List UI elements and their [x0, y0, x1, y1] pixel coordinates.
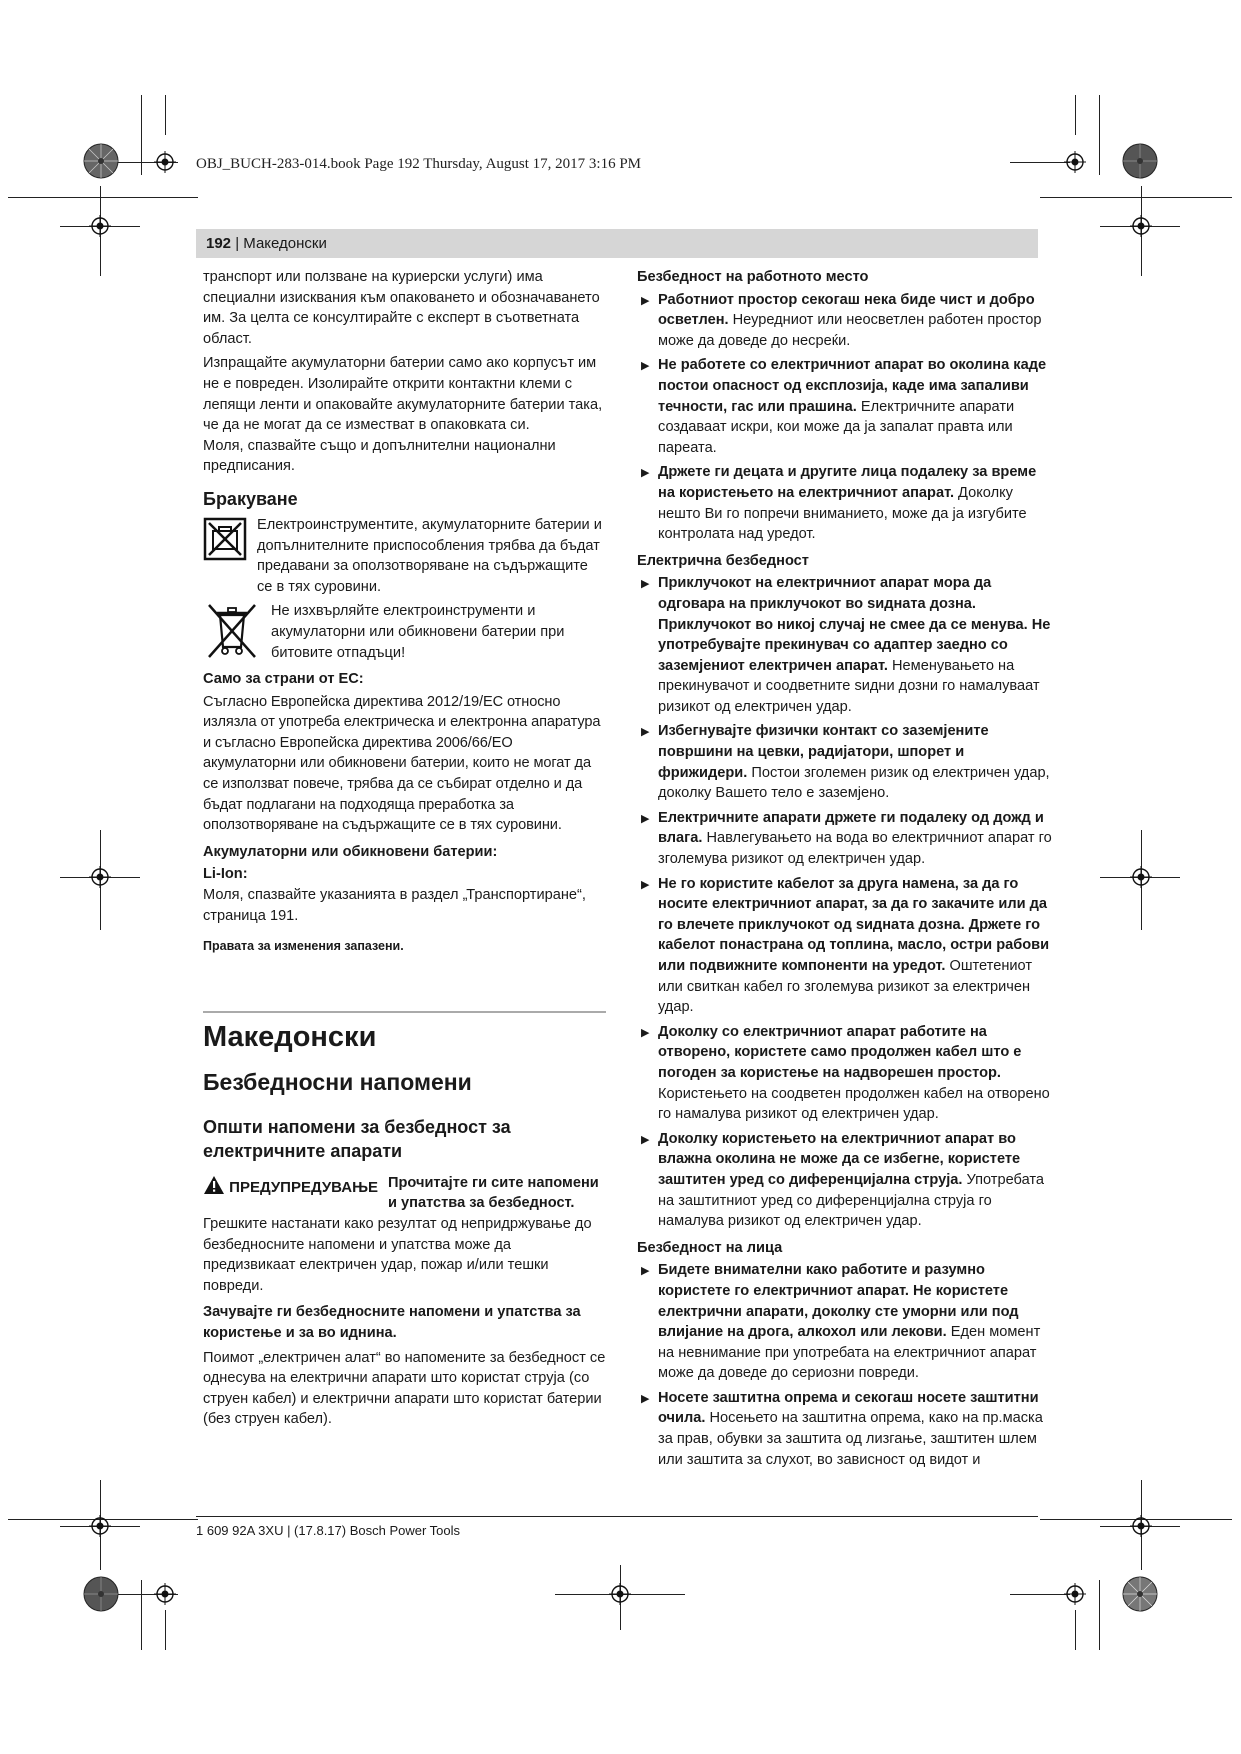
print-info-line: OBJ_BUCH-283-014.book Page 192 Thursday, August 17, 2017 3:16 PM: [196, 156, 642, 172]
registration-mark-icon: [609, 1583, 631, 1605]
keep-instructions: Зачувајте ги безбедносните напомени и упатства за користење и за во иднина.: [203, 1304, 581, 1341]
paragraph: Съгласно Европейска директива 2012/19/ЕС относно излязла от употреба електрическа и електронна апаратура и съгласно Европейска директива 2006/66/EO акумулаторни или обикновени батерии, които не могат да се използват повече, трябва да се събират отделно и да бъдат подлагани на подходяща преработка за оползотворяване на съдържащите се в тях суровини.: [203, 693, 601, 834]
footer-rule: [196, 1516, 1038, 1517]
paragraph: Не изхвърляйте електроинструменти и акумулаторни или обикновени батерии при битовите отпадъци!: [271, 603, 565, 661]
item-text: Употребата на заштитниот уред со диференцијална струја го намалува ризикот од електричен удар.: [658, 1171, 1045, 1230]
electrical-heading: Електрична безбедност: [637, 552, 809, 569]
item-bold: Електричните апарати држете ги подалеку од дожд и влага.: [658, 809, 1044, 847]
item-text: Неуредниот или неосветлен работен простор може да доведе до несреќи.: [658, 312, 1042, 349]
item-text: Користењето на соодветен продолжен кабел на отворено го намалува ризикот од електричен удар.: [658, 1085, 1050, 1123]
list-item: [637, 462, 1053, 544]
registration-mark-icon: [154, 151, 176, 173]
registration-mark-icon: [89, 866, 111, 888]
section-heading-disposal: Бракуване: [203, 488, 298, 509]
batteries-heading: Акумулаторни или обикновени батерии:: [203, 843, 498, 860]
item-bold: Доколку со електричниот апарат работите на отворено, користете само продолжен кабел што е погоден за користење на надворешен простор.: [658, 1023, 1022, 1081]
crossed-bin-icon: [203, 601, 261, 661]
item-text: Неменувањето на прекинувачот и соодветните ѕидни дозни го намалуваат ризикот од електричен удар.: [658, 657, 1040, 715]
item-text: Навлегувањето на вода во електричниот апарат го зголемува ризикот од електричен удар.: [658, 830, 1052, 868]
registration-mark-icon: [154, 1583, 176, 1605]
left-column: [203, 267, 606, 1430]
safety-title: Безбедносни напомени: [203, 1068, 472, 1095]
warning-badge: [203, 1175, 378, 1199]
item-bold: Носете заштитна опрема и секогаш носете заштитни очила.: [658, 1389, 1039, 1427]
warning-bold-text: Прочитајте ги сите напомени и упатства за безбедност.: [388, 1174, 599, 1212]
item-bold: Приклучокот на електричниот апарат мора да одговара на приклучокот во ѕидната дозна. Приклучокот во никој случај не смее да се менува. Не употребувајте прекинувач со адаптер заедно со заземјениот електричен апарат.: [658, 575, 1051, 674]
item-bold: Не работете со електричниот апарат во околина каде постои опасност од експлозија, каде има запаливи течности, гас или прашина.: [658, 357, 1047, 415]
disposal-row-2: [203, 601, 606, 663]
list-item: [637, 1129, 1053, 1232]
list-item: [637, 721, 1053, 803]
section-divider: [203, 1011, 606, 1013]
item-text: Постои зголемен ризик од електричен удар, доколку Вашето тело е заземјено.: [658, 764, 1050, 802]
warning-block: [203, 1173, 606, 1297]
item-bold: Доколку користењето на електричниот апарат во влажна околина не може да се избегне, користете заштитен уред со диференцијална струја.: [658, 1130, 1021, 1188]
general-safety-title: Општи напомени за безбедност за електричните апарати: [203, 1116, 511, 1161]
warning-triangle-icon: [203, 1175, 225, 1195]
item-bold: Не го користите кабелот за друга намена, за да го носите електричниот апарат, за да го закачите или да го влечете приклучокот од ѕидната дозна. Држете го кабелот понастрана од топлина, масло, остри рабови или подвижните компоненти на уредот.: [658, 875, 1050, 974]
paragraph: Моля, спазвайте указанията в раздел „Транспортиране“, страница 191.: [203, 887, 586, 924]
registration-mark-icon: [1130, 1515, 1152, 1537]
list-item: [637, 1022, 1053, 1125]
paragraph: Изпращайте акумулаторни батерии само ако корпусът им не е повреден. Изолирайте открити контактни клеми с лепящи ленти и опаковайте акумулаторните батерии така, че да не могат да се изместват в опаковката си.: [203, 355, 603, 434]
item-text: Оштетениот или свиткан кабел го зголемува ризикот за електричен удар.: [658, 958, 1033, 1016]
item-text: Електричните апарати создаваат искри, кои може да ја запалат правта или пареата.: [658, 398, 1015, 456]
recycle-toolbox-icon: [203, 517, 247, 561]
item-text: Носењето на заштитна опрема, како на пр.маска за прав, обувки за заштита од лизгање, заштитен шлем или заштита за слухот, во зависност од видот и: [658, 1410, 1043, 1468]
list-item: [637, 874, 1053, 1018]
item-bold: Избегнувајте физички контакт со заземјените површини на цевки, радијатори, шпорет и фрижидери.: [658, 723, 989, 781]
paragraph: транспорт или ползване на куриерски услуги) има специални изисквания към опаковането и обозначаването им. За целта се консултирайте с експерт в съответната област.: [203, 269, 600, 347]
color-target-icon: [1122, 1576, 1158, 1612]
item-text: Доколку нешто Ви го попречи вниманието, може да ја изгубите контролата над уредот.: [658, 484, 1027, 543]
list-item: [637, 1260, 1053, 1384]
language-title: Македонски: [203, 1020, 377, 1053]
registration-mark-icon: [1064, 1583, 1086, 1605]
header-language: Македонски: [243, 235, 327, 252]
warning-label: ПРЕДУПРЕДУВАЊЕ: [229, 1178, 379, 1196]
list-item: [637, 1388, 1053, 1470]
item-bold: Работниот простор секогаш нека биде чист и добро осветлен.: [658, 291, 1035, 329]
paragraph: Поимот „електричен алат“ во напомените за безбедност се однесува на електрични апарати што користат струја (со струен кабел) и електрични апарати што користат батерии (без струен кабел).: [203, 1349, 606, 1428]
page-header: [206, 235, 327, 252]
registration-mark-icon: [89, 215, 111, 237]
registration-mark-icon: [1130, 866, 1152, 888]
page-footer: 1 609 92A 3XU | (17.8.17) Bosch Power Tools: [196, 1523, 461, 1538]
work-area-heading: Безбедност на работното место: [637, 269, 869, 285]
warning-text: Грешките настанати како резултат од непридржување до безбедносните напомени и упатства може да предизвикаат електричен удар, пожар и/или тешки повреди.: [203, 1216, 592, 1294]
paragraph: Моля, спазвайте също и допълнителни национални предписания.: [203, 437, 556, 475]
color-target-icon: [1122, 143, 1158, 179]
registration-mark-icon: [89, 1515, 111, 1537]
eu-heading: Само за страни от ЕС:: [203, 671, 364, 688]
paragraph: Електроинструментите, акумулаторните батерии и допълнителните приспособления трябва да бъдат предавани за оползотворяване на съдържащите се в тях суровини.: [257, 516, 602, 595]
list-item: [637, 290, 1053, 352]
personal-safety-heading: Безбедност на лица: [637, 1239, 783, 1256]
disposal-row-1: [203, 515, 606, 597]
right-column: [637, 267, 1053, 1470]
registration-mark-icon: [1064, 151, 1086, 173]
item-bold: Бидете внимателни како работите и разумно користете го електричниот апарат. Не користете електрични апарати, доколку сте уморни или под влијание на дрога, алкохол или лекови.: [658, 1262, 1019, 1341]
list-item: [637, 573, 1053, 717]
item-bold: Држете ги децата и другите лица подалеку за време на користењето на електричниот апарат.: [658, 464, 1037, 501]
page-number: 192: [206, 235, 232, 252]
list-item: [637, 808, 1053, 870]
color-target-icon: [83, 1576, 119, 1612]
list-item: [637, 355, 1053, 458]
header-separator: |: [235, 235, 240, 252]
item-text: Еден момент на невнимание при употребата на електричниот апарат може да доведе до сериозни повреди.: [658, 1324, 1041, 1382]
color-target-icon: [83, 143, 119, 179]
registration-mark-icon: [1130, 215, 1152, 237]
rights-note: Правата за изменения запазени.: [203, 939, 404, 954]
liion-label: Li-Ion:: [203, 866, 248, 883]
